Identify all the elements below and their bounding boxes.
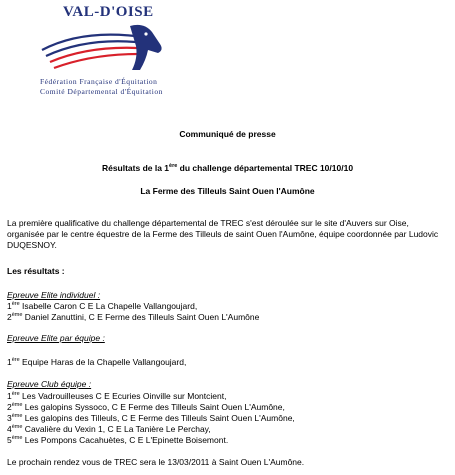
horse-head-logo-icon bbox=[40, 20, 170, 76]
result-entry: 2ème Les galopins Syssoco, C E Ferme des Tilleuls Saint Ouen L'Aumône, bbox=[7, 401, 285, 412]
doc-subtitle: La Ferme des Tilleuls Saint Ouen l'Aumône bbox=[140, 186, 315, 196]
ffe-logo bbox=[0, 0, 200, 100]
logo-federation-line: Fédération Française d'Équitation bbox=[40, 77, 158, 86]
footer-note: Le prochain rendez vous de TREC sera le 13/03/2011 à Saint Ouen L'Aumône. bbox=[7, 457, 305, 467]
doc-heading: Communiqué de presse bbox=[179, 129, 276, 139]
result-entry: 1ère Les Vadrouilleuses C E Ecuries Oinville sur Montcient, bbox=[7, 390, 227, 401]
logo-comite-line: Comité Départemental d'Équitation bbox=[40, 87, 163, 96]
result-entry: 3ème Les galopins des Tilleuls, C E Ferme des Tilleuls Saint Ouen L'Aumône, bbox=[7, 412, 295, 423]
section-title: Epreuve Elite individuel : bbox=[7, 290, 101, 300]
section-title: Epreuve Elite par équipe : bbox=[7, 333, 105, 343]
doc-title: Résultats de la 1ère du challenge départemental TREC 10/10/10 bbox=[101, 163, 354, 173]
results-label: Les résultats : bbox=[7, 266, 65, 276]
result-entry: 5ème Les Pompons Cacahuètes, C E L'Epinette Boisemont. bbox=[7, 434, 229, 445]
intro-paragraph: La première qualificative du challenge départemental de TREC s'est déroulée sur le site d'Auvers sur Oise, organisée par le centre équestre de la Ferme des Tilleuls de saint Ouen l'Aumône, équipe coordonnée par Ludovic DUQESNOY. bbox=[7, 218, 439, 250]
result-entry: 2ème Daniel Zanuttini, C E Ferme des Tilleuls Saint Ouen L'Aumône bbox=[7, 311, 260, 322]
section-title: Epreuve Club équipe : bbox=[7, 379, 92, 389]
logo-wordmark: VAL-D'OISE bbox=[63, 4, 154, 20]
result-entry: 4ème Cavalière du Vexin 1, C E La Tanière Le Perchay, bbox=[7, 423, 211, 434]
result-entry: 1ère Equipe Haras de la Chapelle Vallangoujard, bbox=[7, 356, 187, 367]
result-entry: 1ère Isabelle Caron C E La Chapelle Vallangoujard, bbox=[7, 300, 198, 311]
